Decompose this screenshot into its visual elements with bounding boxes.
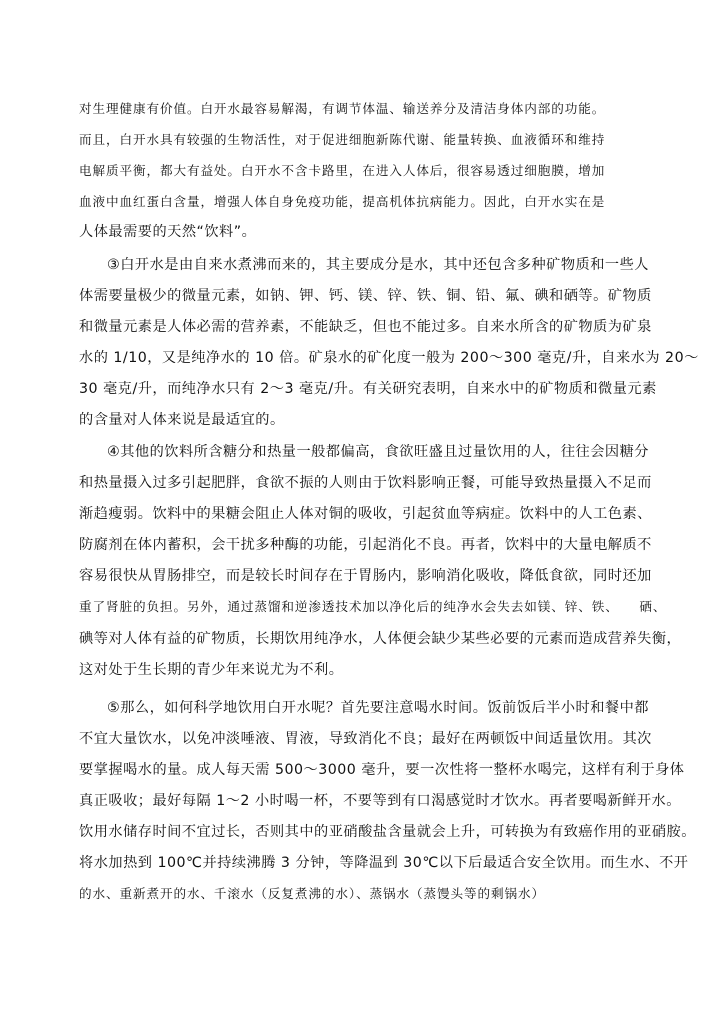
paragraph-4-line-4: 防腐剂在体内蓄积，会干扰多种酶的功能，引起消化不良。再者，饮料中的大量电解质不 <box>79 537 652 553</box>
paragraph-5-line-3: 要掌握喝水的量。成人每天需 500～3000 毫升，要一次性将一整杯水喝完，这样有利于身体 <box>79 762 685 778</box>
paragraph-5-line-7: 的水、重新煮开的水、千滚水（反复煮沸的水）、蒸锅水（蒸馒头等的剩锅水） <box>79 886 545 901</box>
paragraph-3-line-6: 的含量对人体来说是最适宜的。 <box>79 412 285 428</box>
paragraph-4-line-6: 重了肾脏的负担。另外，通过蒸馏和逆渗透技术加以净化后的纯净水会失去如镁、锌、铁、 硒、 <box>79 599 667 614</box>
paragraph-5-line-5: 饮用水储存时间不宜过长，否则其中的亚硝酸盐含量就会上升，可转换为有致癌作用的亚硝胺。 <box>79 824 696 840</box>
paragraph-3-line-1: ③白开水是由自来水煮沸而来的，其主要成分是水，其中还包含多种矿物质和一些人 <box>107 257 649 273</box>
paragraph-4-line-3: 渐趋瘦弱。饮料中的果糖会阻止人体对铜的吸收，引起贫血等病症。饮料中的人工色素、 <box>79 506 652 522</box>
text-line-4: 血液中血红蛋白含量，增强人体自身免疫功能，提高机体抗病能力。因此，白开水实在是 <box>79 194 606 209</box>
paragraph-3-line-5: 30 毫克/升，而纯净水只有 2～3 毫克/升。有关研究表明，自来水中的矿物质和微量元素 <box>79 381 657 397</box>
paragraph-3-line-4: 水的 1/10，又是纯净水的 10 倍。矿泉水的矿化度一般为 200～300 毫克/升，自来水为 20～ <box>79 350 699 366</box>
paragraph-4-line-1: ④其他的饮料所含糖分和热量一般都偏高，食欲旺盛且过量饮用的人，往往会因糖分 <box>107 444 649 460</box>
paragraph-4-line-8: 这对处于生长期的青少年来说尤为不利。 <box>79 662 344 678</box>
paragraph-5-line-2: 不宜大量饮水，以免冲淡唾液、胃液，导致消化不良；最好在两顿饭中间适量饮用。其次 <box>79 731 652 747</box>
paragraph-5-line-4: 真正吸收；最好每隔 1～2 小时喝一杯，不要等到有口渴感觉时才饮水。再者要喝新鲜开水。 <box>79 793 681 809</box>
paragraph-3-line-3: 和微量元素是人体必需的营养素，不能缺乏，但也不能过多。自来水所含的矿物质为矿泉 <box>79 319 652 335</box>
paragraph-4-line-5: 容易很快从胃肠排空，而是较长时间存在于胃肠内，影响消化吸收，降低食欲，同时还加 <box>79 568 652 584</box>
text-line-3: 电解质平衡，都大有益处。白开水不含卡路里，在进入人体后，很容易透过细胞膜，增加 <box>79 163 606 178</box>
text-line-5: 人体最需要的天然“饮料”。 <box>79 224 257 240</box>
paragraph-5-line-6: 将水加热到 100℃并持续沸腾 3 分钟，等降温到 30℃以下后最适合安全饮用。而生水、不开 <box>79 855 689 871</box>
paragraph-4-line-7: 碘等对人体有益的矿物质，长期饮用纯净水，人体便会缺少某些必要的元素而造成营养失衡， <box>79 631 682 647</box>
paragraph-5-line-1: ⑤那么，如何科学地饮用白开水呢？首先要注意喝水时间。饭前饭后半小时和餐中都 <box>107 700 649 716</box>
text-line-2: 而且，白开水具有较强的生物活性，对于促进细胞新陈代谢、能量转换、血液循环和维持 <box>79 132 606 147</box>
text-line-1: 对生理健康有价值。白开水最容易解渴，有调节体温、输送养分及清洁身体内部的功能。 <box>79 101 606 116</box>
paragraph-4-line-2: 和热量摄入过多引起肥胖，食欲不振的人则由于饮料影响正餐，可能导致热量摄入不足而 <box>79 475 652 491</box>
paragraph-3-line-2: 体需要量极少的微量元素，如钠、钾、钙、镁、锌、铁、铜、铅、氟、碘和硒等。矿物质 <box>79 288 652 304</box>
